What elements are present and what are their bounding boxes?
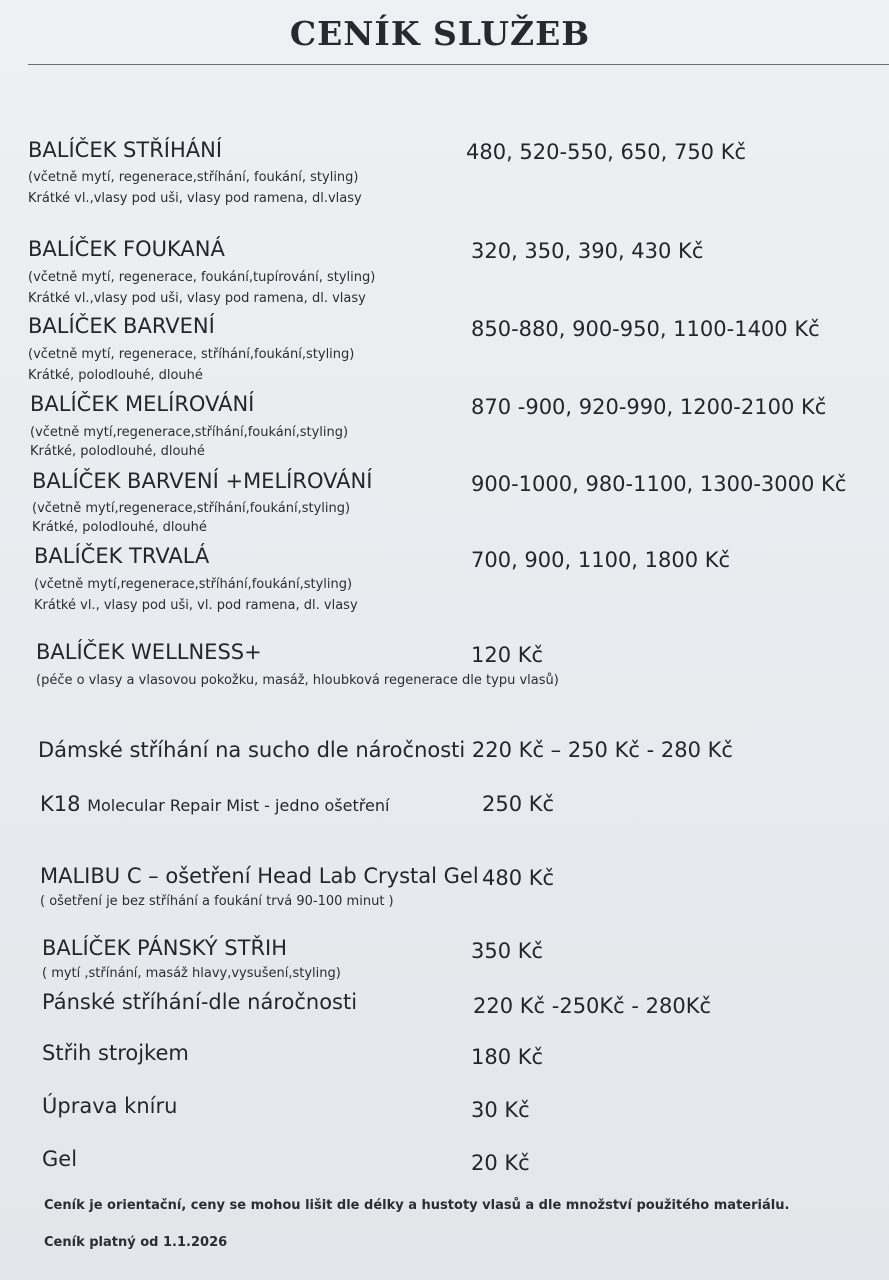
k18-price: 250 Kč [482,792,555,816]
package-name: BALÍČEK TRVALÁ [34,544,210,568]
malibu-price: 480 Kč [482,866,555,890]
package-note: (včetně mytí, regenerace, foukání,tupírování, styling) [28,270,376,285]
package-name: BALÍČEK STŘÍHÁNÍ [28,138,223,162]
package-sizes: Krátké vl.,vlasy pod uši, vlasy pod ramena, dl. vlasy [28,291,366,306]
mens-package-name: BALÍČEK PÁNSKÝ STŘIH [42,936,288,960]
package-sizes: Krátké vl., vlasy pod uši, vl. pod ramena, dl. vlasy [34,598,358,613]
k18-brand: K18 [40,792,81,816]
mens-item-name: Pánské stříhání-dle náročnosti [42,990,358,1014]
package-price: 120 Kč [471,643,544,667]
mens-item-price: 20 Kč [471,1151,530,1175]
mens-item-price: 180 Kč [471,1045,544,1069]
mens-item-price: 30 Kč [471,1098,530,1122]
package-note: (včetně mytí,regenerace,stříhání,foukání,styling) [34,577,353,592]
package-name: BALÍČEK WELLNESS+ [36,640,262,664]
mens-item-name: Úprava kníru [42,1094,178,1118]
mens-item-price: 220 Kč -250Kč - 280Kč [473,994,712,1018]
mens-item-name: Střih strojkem [42,1041,189,1065]
k18-name: Molecular Repair Mist - jedno ošetření [87,796,390,815]
package-note: (včetně mytí,regenerace,stříhání,foukání,styling) [30,425,349,440]
package-price: 850-880, 900-950, 1100-1400 Kč [471,317,820,341]
package-sizes: Krátké, polodlouhé, dlouhé [30,444,205,459]
package-name: BALÍČEK FOUKANÁ [28,237,225,261]
package-price: 870 -900, 920-990, 1200-2100 Kč [471,395,827,419]
package-name: BALÍČEK BARVENÍ +MELÍROVÁNÍ [32,469,373,493]
package-note: (včetně mytí,regenerace,stříhání,foukání,styling) [32,501,351,516]
package-price: 900-1000, 980-1100, 1300-3000 Kč [471,472,847,496]
mens-package-note: ( mytí ,střínání, masáž hlavy,vysušení,styling) [42,966,341,981]
disclaimer: Ceník je orientační, ceny se mohou lišit dle délky a hustoty vlasů a dle množství použitého materiálu. [44,1198,790,1213]
package-price: 320, 350, 390, 430 Kč [471,239,704,263]
package-sizes: Krátké, polodlouhé, dlouhé [32,520,207,535]
mens-package-price: 350 Kč [471,939,544,963]
package-note: (péče o vlasy a vlasovou pokožku, masáž, hloubková regenerace dle typu vlasů) [36,673,559,688]
malibu-name: MALIBU C – ošetření Head Lab Crystal Gel [40,864,479,888]
package-note: (včetně mytí, regenerace,stříhání, foukání, styling) [28,170,359,185]
title-divider [28,64,889,65]
k18-item [40,792,389,816]
package-sizes: Krátké vl.,vlasy pod uši, vlasy pod ramena, dl.vlasy [28,191,362,206]
package-name: BALÍČEK MELÍROVÁNÍ [30,392,255,416]
page-title: CENÍK SLUŽEB [289,14,591,53]
package-name: BALÍČEK BARVENÍ [28,314,215,338]
dry-cut-line: Dámské stříhání na sucho dle náročnosti 220 Kč – 250 Kč - 280 Kč [38,738,733,762]
malibu-note: ( ošetření je bez stříhání a foukání trvá 90-100 minut ) [40,894,394,909]
package-sizes: Krátké, polodlouhé, dlouhé [28,368,203,383]
validity-date: Ceník platný od 1.1.2026 [44,1235,228,1250]
package-price: 480, 520-550, 650, 750 Kč [466,140,747,164]
package-note: (včetně mytí, regenerace, stříhání,foukání,styling) [28,347,355,362]
mens-item-name: Gel [42,1147,78,1171]
package-price: 700, 900, 1100, 1800 Kč [471,548,731,572]
